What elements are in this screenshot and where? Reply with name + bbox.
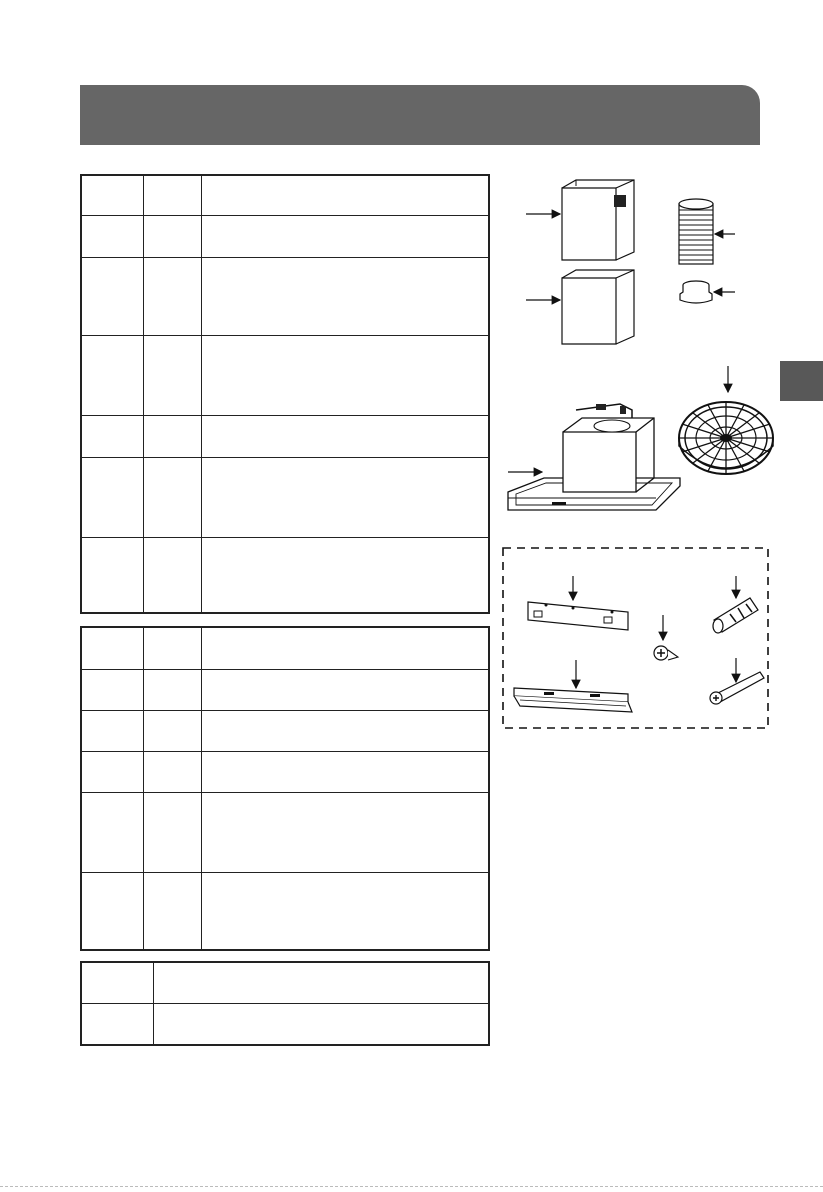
table-row	[81, 215, 489, 257]
parts-table-accessories	[80, 626, 490, 951]
table-row	[81, 335, 489, 415]
table-cell	[81, 962, 153, 1003]
table-cell	[201, 627, 489, 669]
table-cell	[143, 175, 201, 215]
table-cell	[201, 710, 489, 751]
table-cell	[81, 335, 143, 415]
table-cell	[201, 415, 489, 457]
wall-plug-icon	[713, 576, 758, 633]
parts-table-summary	[80, 961, 490, 1046]
table-cell	[153, 962, 489, 1003]
table-cell	[81, 537, 143, 613]
table-cell	[143, 872, 201, 950]
table-cell	[201, 257, 489, 335]
table-cell	[143, 792, 201, 872]
screw-icon	[654, 615, 678, 660]
wall-bracket-icon	[528, 576, 628, 630]
table-cell	[81, 175, 143, 215]
table-cell	[143, 627, 201, 669]
table-cell	[143, 710, 201, 751]
table-cell	[143, 215, 201, 257]
flexible-duct-icon	[679, 199, 735, 264]
table-cell	[81, 257, 143, 335]
parts-table-main	[80, 174, 490, 614]
table-cell	[201, 175, 489, 215]
table-cell	[201, 537, 489, 613]
long-bracket-icon	[514, 660, 632, 712]
parts-illustration	[495, 160, 795, 750]
table-cell	[143, 335, 201, 415]
table-cell	[81, 1003, 153, 1045]
table-cell	[81, 872, 143, 950]
table-cell	[153, 1003, 489, 1045]
table-cell	[81, 627, 143, 669]
table-cell	[201, 792, 489, 872]
table-row	[81, 669, 489, 710]
table-cell	[81, 415, 143, 457]
page-footer-divider	[0, 1186, 823, 1187]
table-row	[81, 257, 489, 335]
table-row	[81, 415, 489, 457]
table-cell	[143, 415, 201, 457]
table-cell	[201, 457, 489, 537]
table-cell	[143, 457, 201, 537]
table-row	[81, 872, 489, 950]
long-screw-icon	[710, 658, 764, 704]
section-header-bar	[80, 85, 760, 145]
table-row	[81, 537, 489, 613]
table-row	[81, 1003, 489, 1045]
table-cell	[201, 335, 489, 415]
table-cell	[81, 751, 143, 792]
table-row	[81, 710, 489, 751]
table-row	[81, 962, 489, 1003]
table-cell	[201, 751, 489, 792]
table-row	[81, 457, 489, 537]
table-cell	[81, 669, 143, 710]
upper-chimney-cover-icon	[526, 180, 634, 260]
duct-adapter-icon	[680, 281, 735, 303]
table-row	[81, 175, 489, 215]
table-cell	[81, 710, 143, 751]
table-cell	[143, 751, 201, 792]
table-row	[81, 751, 489, 792]
table-cell	[81, 457, 143, 537]
table-cell	[143, 257, 201, 335]
table-row	[81, 627, 489, 669]
table-row	[81, 792, 489, 872]
table-cell	[143, 537, 201, 613]
table-cell	[81, 215, 143, 257]
table-cell	[81, 792, 143, 872]
table-cell	[201, 215, 489, 257]
table-cell	[201, 669, 489, 710]
lower-chimney-cover-icon	[526, 270, 634, 344]
carbon-filter-icon	[679, 366, 773, 474]
table-cell	[143, 669, 201, 710]
range-hood-body-icon	[508, 404, 680, 510]
table-cell	[201, 872, 489, 950]
